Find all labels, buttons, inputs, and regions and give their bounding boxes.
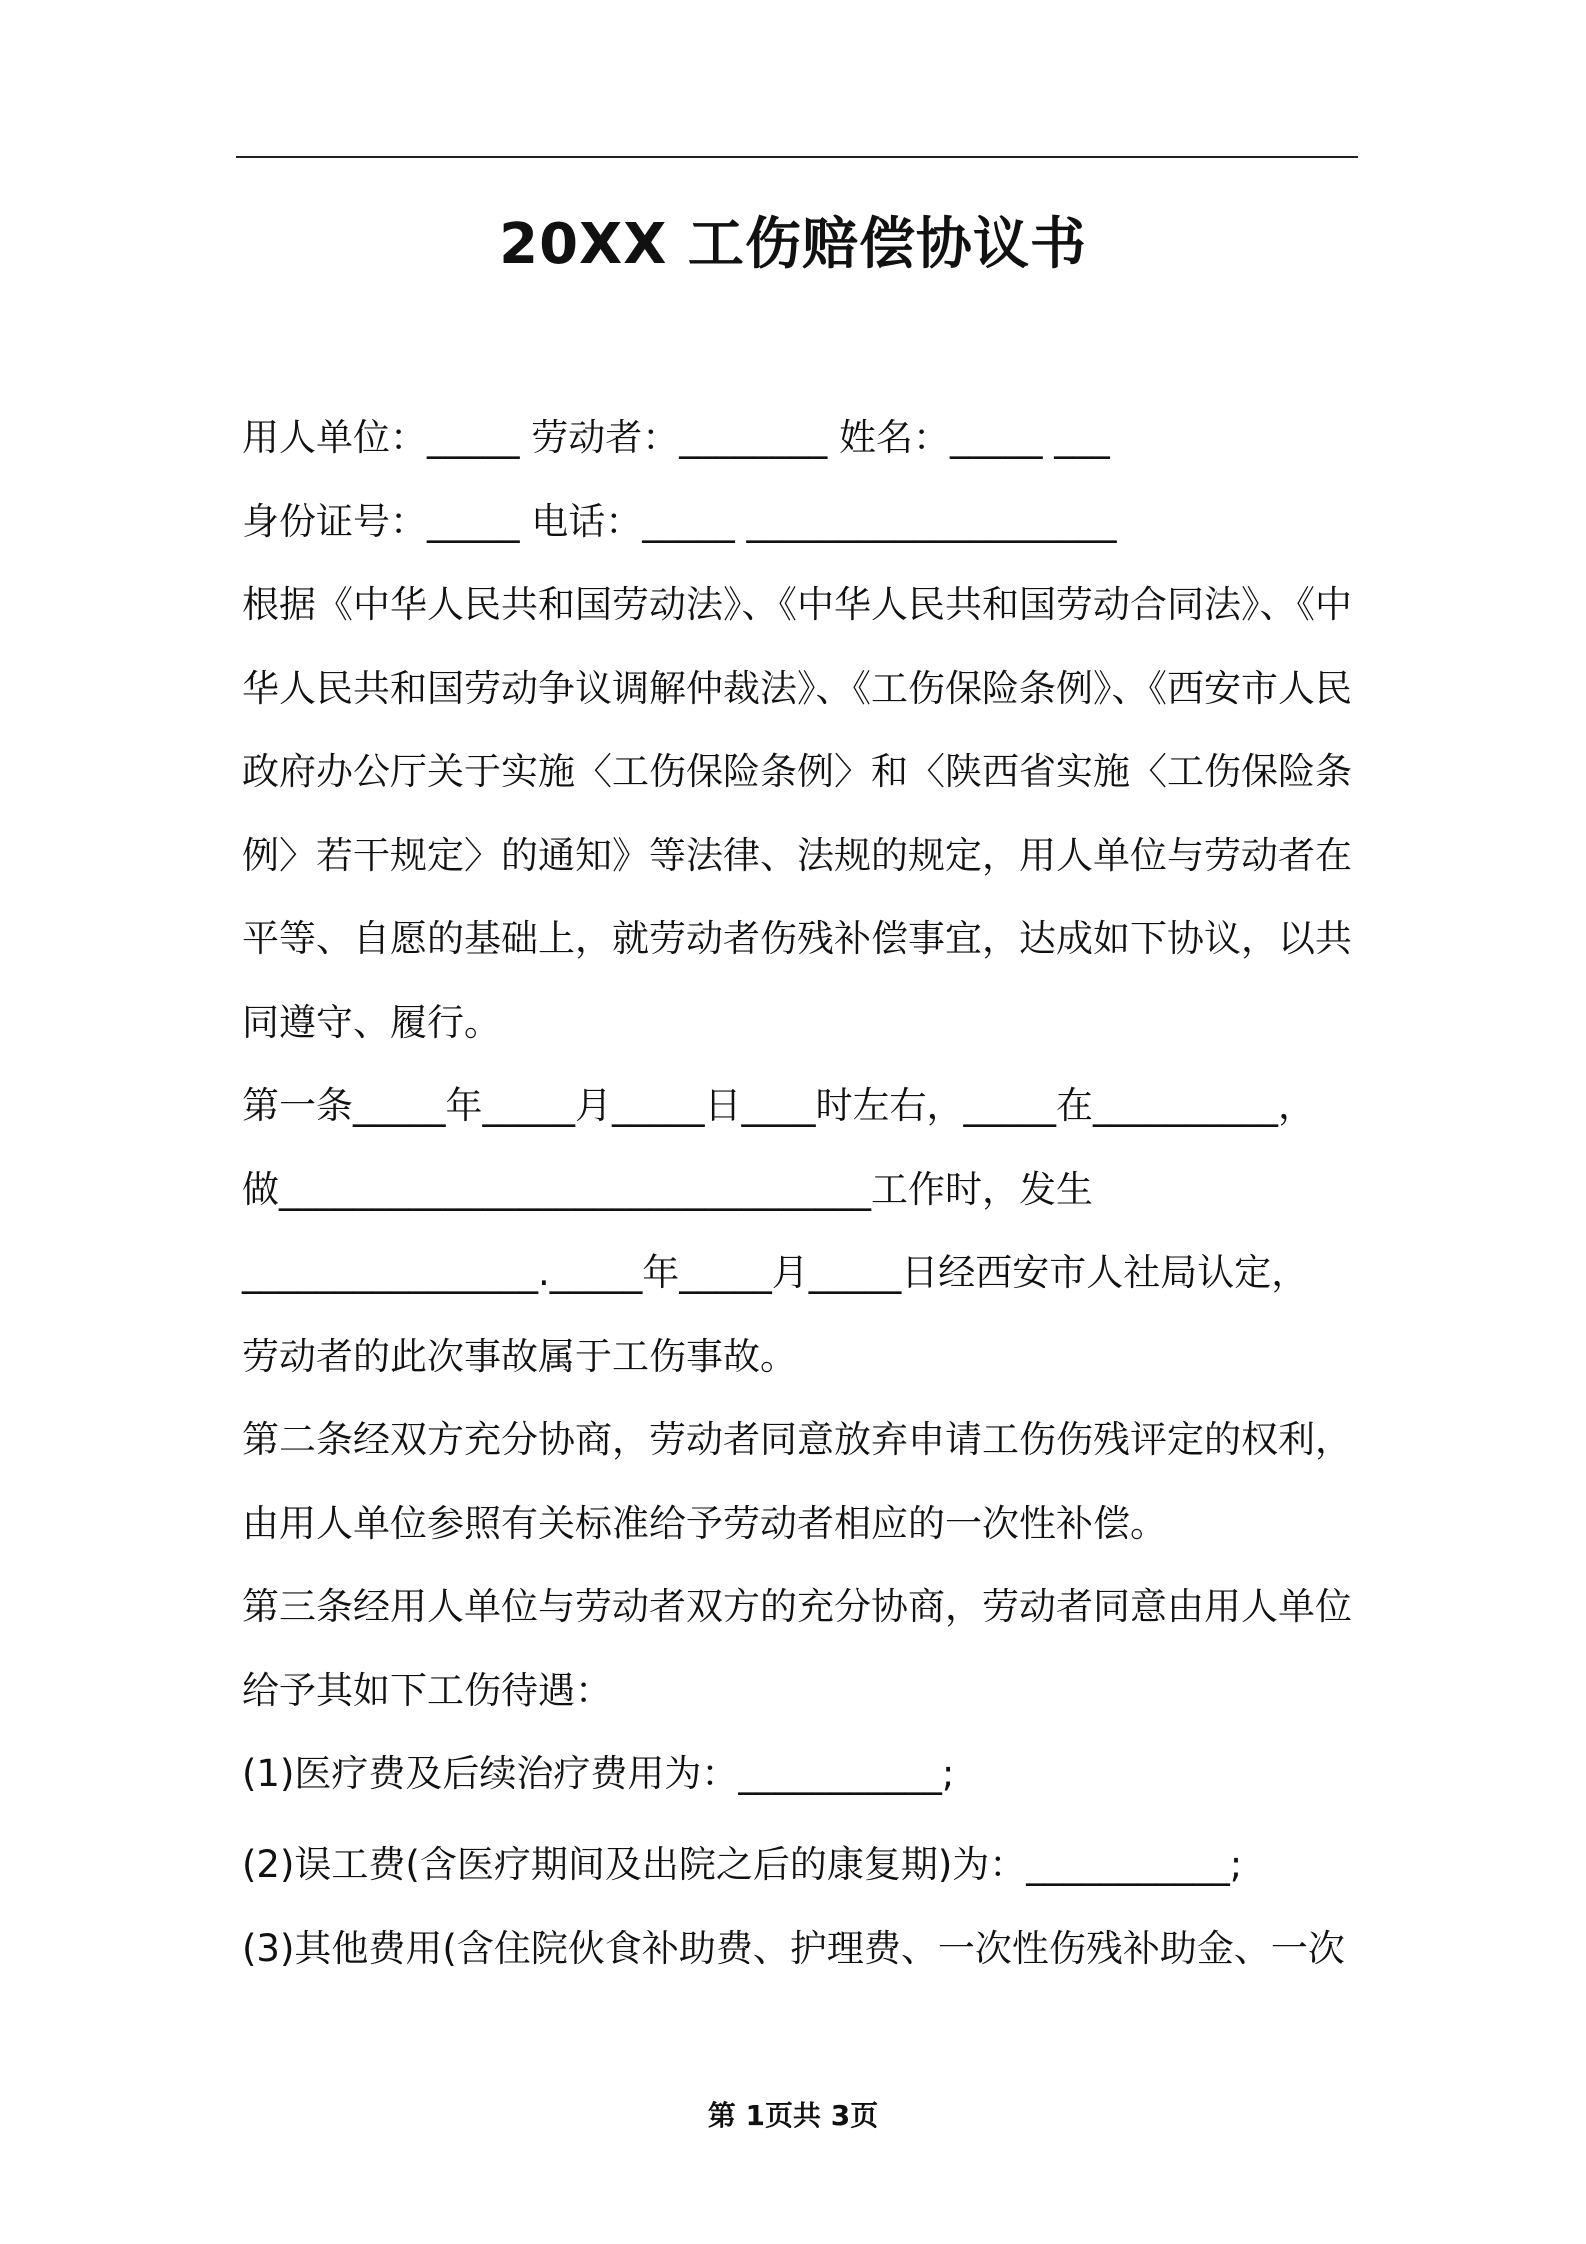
header-rule [236, 156, 1358, 158]
item-1-line: (1)医疗费及后续治疗费用为：___________; [242, 1752, 955, 1795]
article-1-line: 做________________________________工作时，发生 [242, 1168, 1093, 1211]
item-3-line: (3)其他费用(含住院伙食补助费、护理费、一次性伤残补助金、一次 [242, 1927, 1345, 1970]
body-line: 政府办公厅关于实施〈工伤保险条例〉和〈陕西省实施〈工伤保险条 [242, 750, 1352, 793]
article-1-line: 劳动者的此次事故属于工伤事故。 [242, 1335, 797, 1378]
body-line: 同遵守、履行。 [242, 1001, 501, 1044]
field-line-id: 身份证号：_____ 电话：_____ ____________________ [242, 500, 1117, 543]
body-line: 例〉若干规定〉的通知》等法律、法规的规定，用人单位与劳动者在 [242, 834, 1352, 877]
field-line-employer: 用人单位：_____ 劳动者：________ 姓名：_____ ___ [242, 416, 1110, 459]
body-line: 平等、自愿的基础上，就劳动者伤残补偿事宜，达成如下协议，以共 [242, 917, 1352, 960]
article-3-line: 第三条经用人单位与劳动者双方的充分协商，劳动者同意由用人单位 [242, 1585, 1352, 1628]
document-title: 20XX 工伤赔偿协议书 [499, 212, 1087, 277]
article-1-line: ________________._____年_____月_____日经西安市人社局认定， [242, 1251, 1309, 1294]
article-2-line: 由用人单位参照有关标准给予劳动者相应的一次性补偿。 [242, 1502, 1167, 1545]
body-line: 华人民共和国劳动争议调解仲裁法》、《工伤保险条例》、《西安市人民 [242, 667, 1352, 710]
body-line: 根据《中华人民共和国劳动法》、《中华人民共和国劳动合同法》、《中 [242, 583, 1352, 626]
article-2-line: 第二条经双方充分协商，劳动者同意放弃申请工伤伤残评定的权利， [242, 1418, 1352, 1461]
article-3-line: 给予其如下工伤待遇： [242, 1669, 612, 1712]
article-1-line: 第一条_____年_____月_____日____时左右，_____在__________， [242, 1084, 1315, 1127]
item-2-line: (2)误工费(含医疗期间及出院之后的康复期)为：___________; [242, 1843, 1243, 1886]
page-footer: 第 1页共 3页 [707, 2099, 879, 2132]
